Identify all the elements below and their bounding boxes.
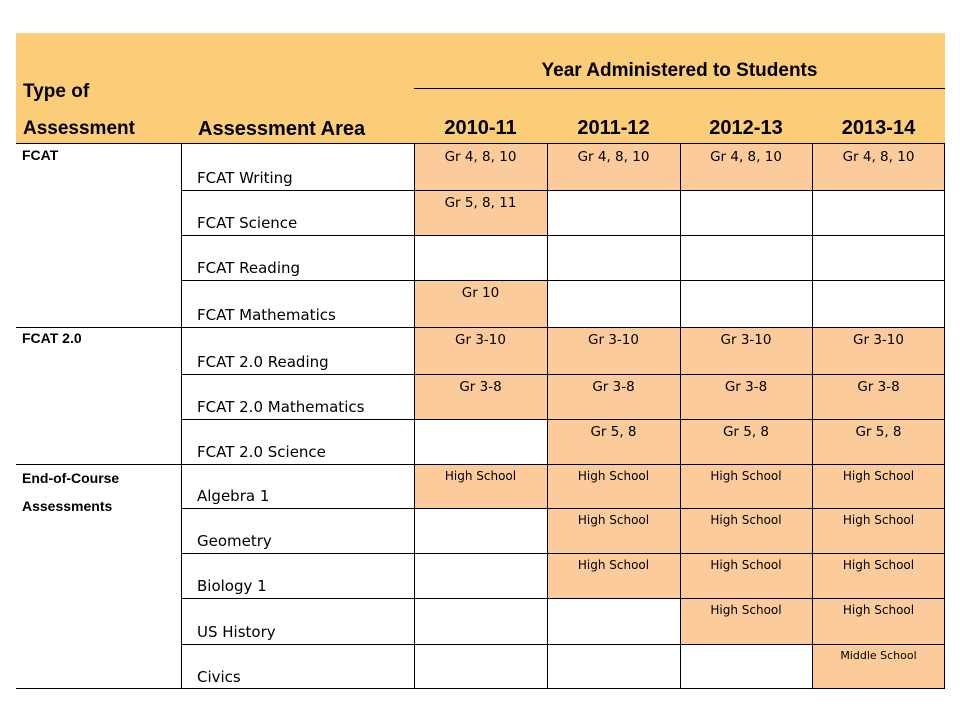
header-type-line1: Type of	[23, 81, 90, 102]
year-cell: High School	[547, 508, 680, 553]
assessment-area-label: FCAT Mathematics	[197, 306, 336, 324]
year-cell	[812, 190, 945, 235]
row-divider	[181, 598, 945, 599]
year-cell: Gr 3-10	[547, 327, 680, 374]
year-header-divider	[414, 88, 945, 89]
header-bottom-border	[16, 143, 945, 144]
column-divider	[812, 144, 813, 689]
year-cell: High School	[680, 553, 812, 598]
year-cell: Gr 4, 8, 10	[547, 144, 680, 190]
year-cell: High School	[547, 464, 680, 508]
group-eoc-line1: End-of-Course	[22, 470, 120, 486]
year-cell: High School	[680, 464, 812, 508]
column-divider	[181, 144, 182, 689]
assessment-area-label: FCAT Reading	[197, 259, 301, 277]
year-cell: Gr 3-10	[414, 327, 547, 374]
row-divider	[181, 374, 945, 375]
year-cell: Gr 5, 8	[680, 419, 812, 464]
year-cell: Gr 3-8	[812, 374, 945, 419]
assessment-area-label: US History	[197, 623, 276, 641]
table-bottom-border	[16, 688, 945, 689]
year-cell	[547, 644, 680, 689]
year-cell: Gr 3-8	[414, 374, 547, 419]
assessment-area-label: Biology 1	[197, 577, 267, 595]
year-cell	[680, 280, 812, 327]
year-cell	[414, 553, 547, 598]
year-cell: Gr 4, 8, 10	[812, 144, 945, 190]
year-cell	[547, 235, 680, 280]
column-divider	[944, 144, 945, 689]
assessment-area-label: FCAT Science	[197, 214, 298, 232]
row-divider	[181, 190, 945, 191]
year-cell	[547, 598, 680, 644]
year-cell	[547, 280, 680, 327]
group-eoc-line2: Assessments	[22, 498, 113, 514]
year-cell: Gr 4, 8, 10	[414, 144, 547, 190]
year-cell	[414, 644, 547, 689]
year-cell	[414, 419, 547, 464]
year-cell: High School	[812, 553, 945, 598]
row-divider	[181, 280, 945, 281]
year-cell: High School	[547, 553, 680, 598]
assessment-area-label: Algebra 1	[197, 487, 270, 505]
year-cell: Gr 3-10	[680, 327, 812, 374]
row-divider	[181, 553, 945, 554]
year-cell	[812, 280, 945, 327]
header-year-administered: Year Administered to Students	[541, 60, 818, 81]
year-2013-14: 2013-14	[841, 117, 916, 139]
year-cell: High School	[812, 464, 945, 508]
column-divider	[680, 144, 681, 689]
year-cell: High School	[680, 598, 812, 644]
year-cell	[414, 235, 547, 280]
row-divider	[181, 235, 945, 236]
year-cell	[680, 235, 812, 280]
year-cell: Gr 5, 8, 11	[414, 190, 547, 235]
group-fcat: FCAT	[22, 147, 59, 163]
year-cell	[414, 508, 547, 553]
year-2012-13: 2012-13	[709, 117, 783, 139]
year-2010-11: 2010-11	[444, 117, 517, 139]
column-divider	[547, 144, 548, 689]
year-cell: High School	[414, 464, 547, 508]
year-cell: High School	[812, 598, 945, 644]
column-divider	[414, 144, 415, 689]
header-assessment-area: Assessment Area	[198, 118, 366, 140]
year-cell: Gr 3-8	[680, 374, 812, 419]
header-type-line2: Assessment	[23, 118, 135, 139]
assessment-area-label: FCAT 2.0 Mathematics	[197, 398, 365, 416]
assessment-area-label: FCAT 2.0 Reading	[197, 353, 329, 371]
assessment-area-label: FCAT Writing	[197, 169, 293, 187]
row-divider	[181, 508, 945, 509]
assessment-table	[16, 33, 945, 689]
group-fcat-2: FCAT 2.0	[22, 330, 82, 346]
year-cell: Gr 3-8	[547, 374, 680, 419]
assessment-area-label: Civics	[197, 668, 241, 686]
year-cell: Middle School	[812, 644, 945, 689]
year-cell	[812, 235, 945, 280]
year-cell	[414, 598, 547, 644]
year-cell: Gr 10	[414, 280, 547, 327]
assessment-area-label: FCAT 2.0 Science	[197, 443, 326, 461]
year-cell: High School	[680, 508, 812, 553]
year-cell: Gr 3-10	[812, 327, 945, 374]
year-cell	[680, 190, 812, 235]
row-divider	[16, 327, 945, 328]
year-cell	[680, 644, 812, 689]
year-2011-12: 2011-12	[577, 117, 650, 139]
year-cell: Gr 4, 8, 10	[680, 144, 812, 190]
row-divider	[16, 464, 945, 465]
year-cell	[547, 190, 680, 235]
assessment-area-label: Geometry	[197, 532, 272, 550]
year-cell: Gr 5, 8	[547, 419, 680, 464]
row-divider	[181, 419, 945, 420]
row-divider	[181, 644, 945, 645]
year-cell: High School	[812, 508, 945, 553]
year-cell: Gr 5, 8	[812, 419, 945, 464]
